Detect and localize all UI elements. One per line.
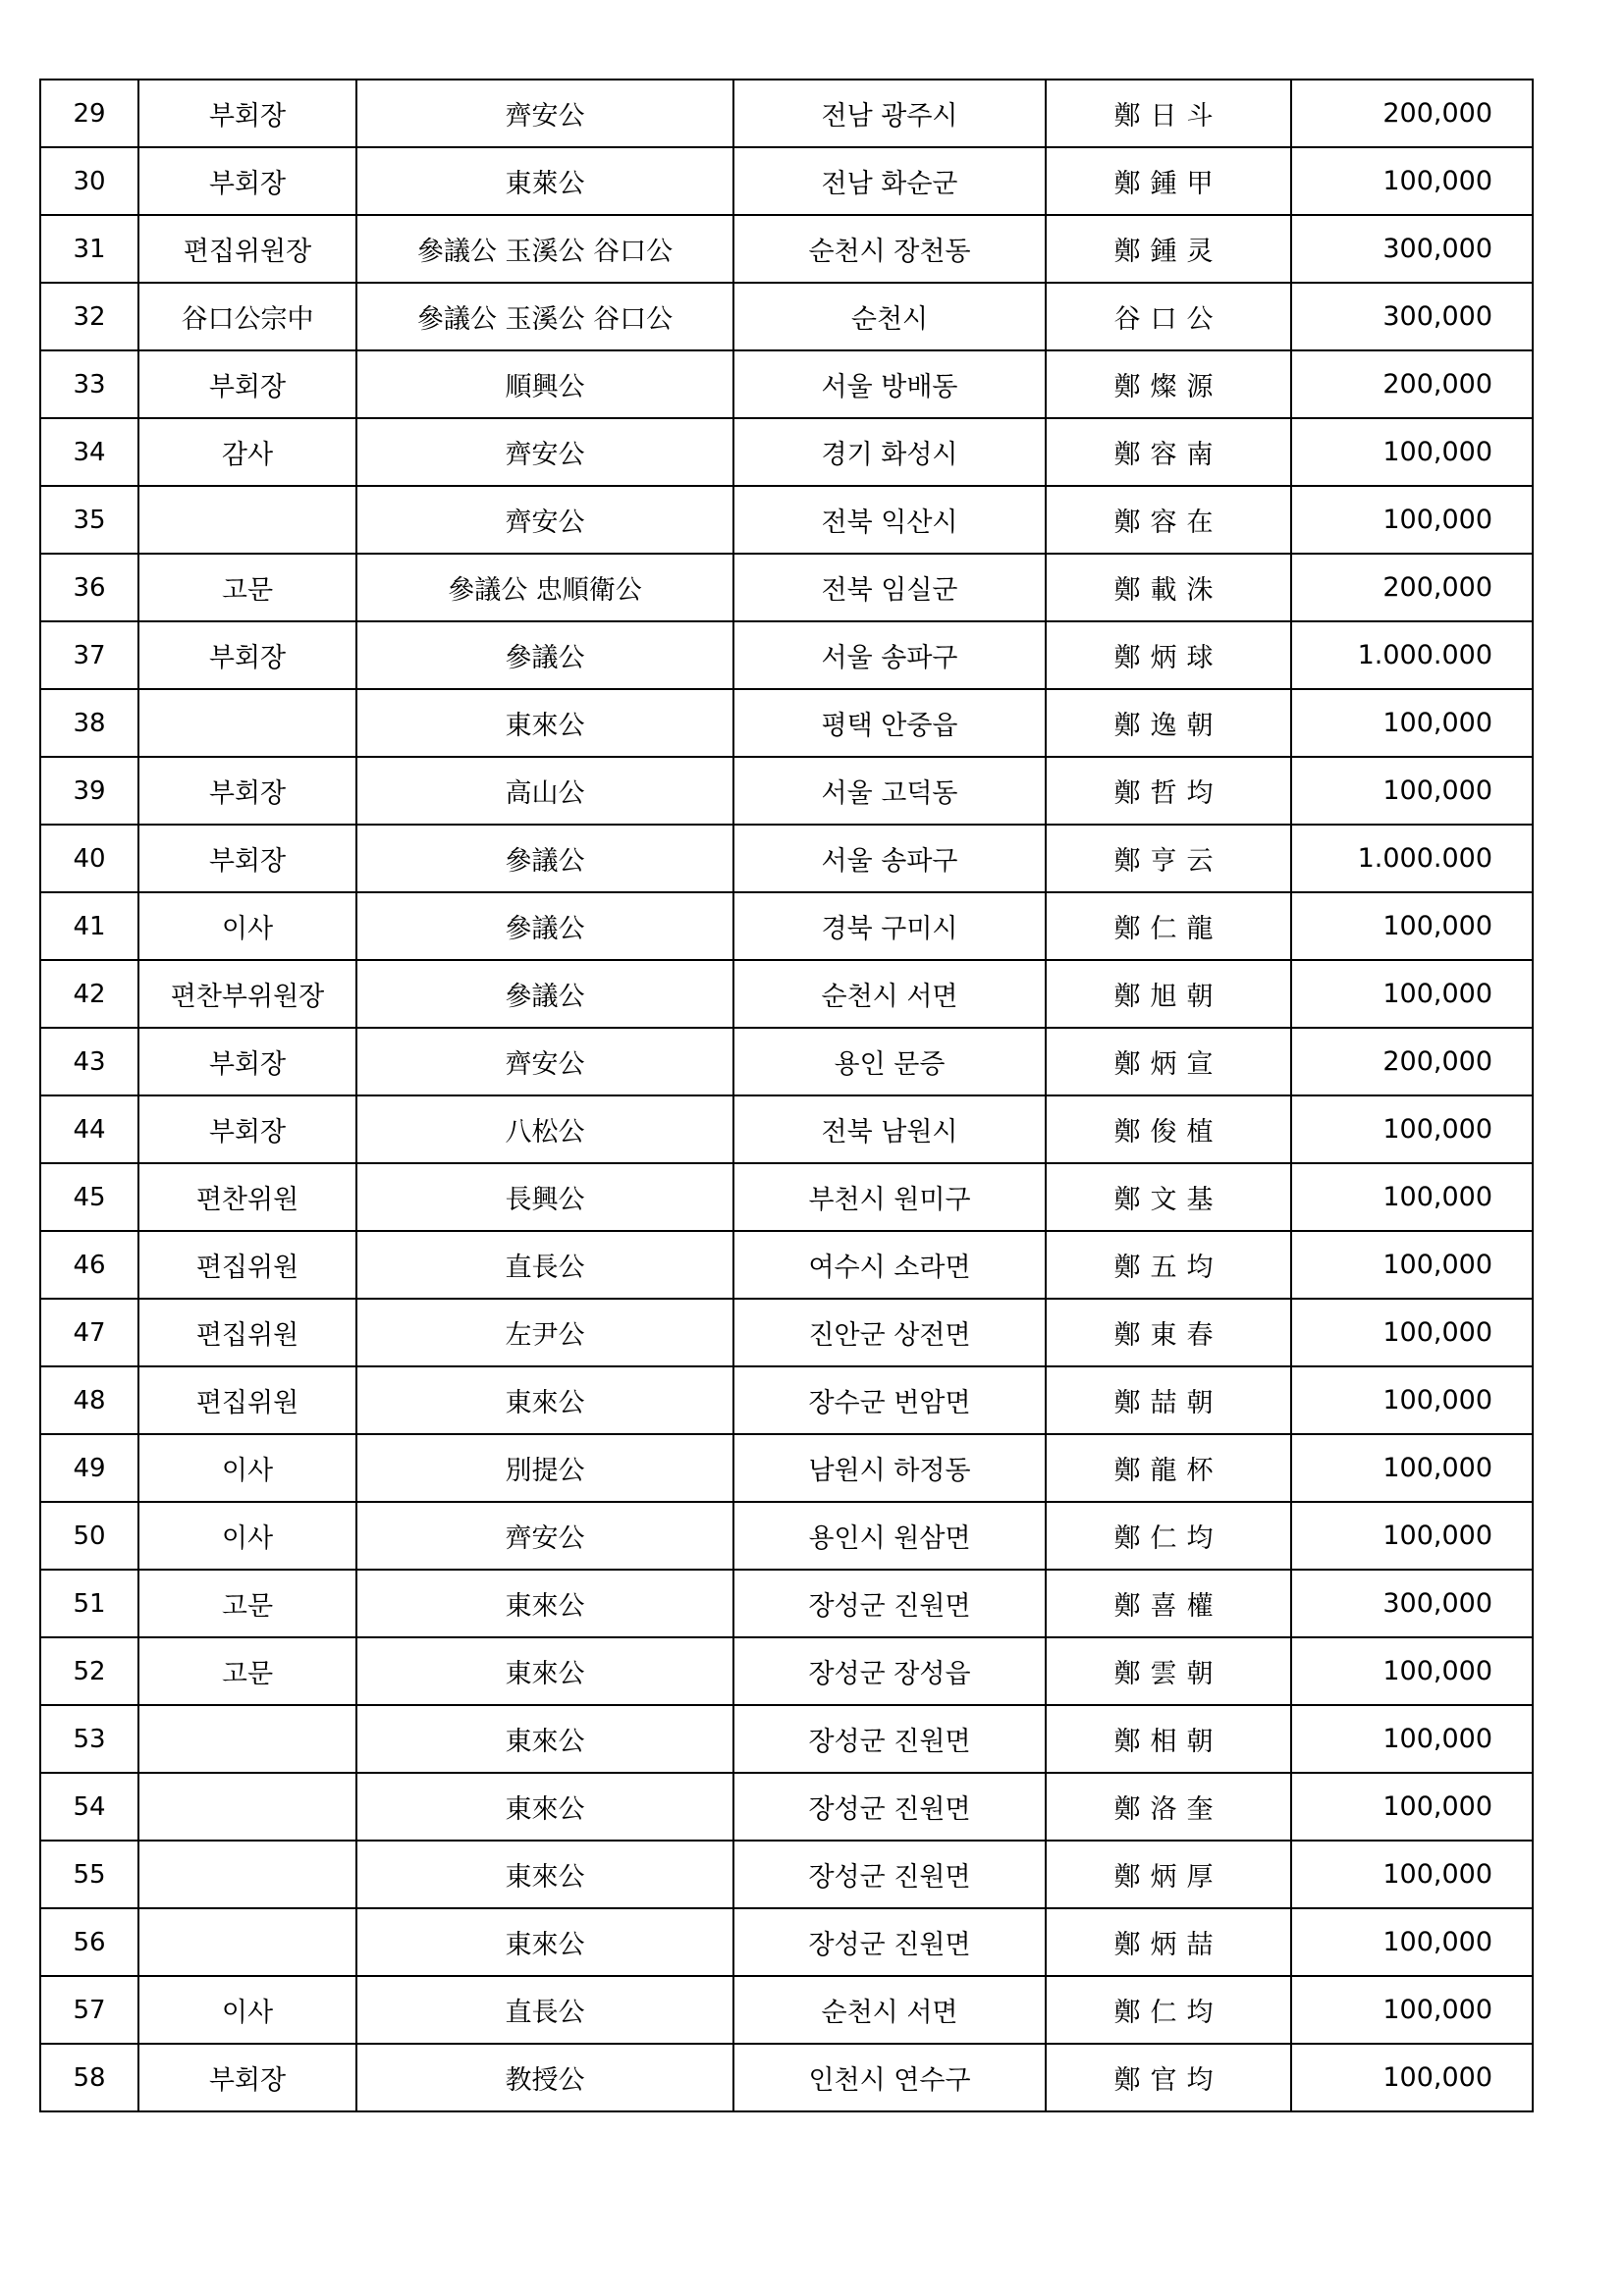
position-title: 감사 [138,418,356,486]
address: 장성군 진원면 [733,1705,1046,1773]
donation-amount: 100,000 [1291,1163,1533,1231]
donor-table-body [40,80,1533,2111]
clan-branch: 東來公 [356,1841,733,1908]
clan-branch: 東來公 [356,1908,733,1976]
row-number: 42 [40,960,138,1028]
donor-name: 鄭俊植 [1046,1095,1291,1163]
clan-branch: 左尹公 [356,1299,733,1366]
row-number: 46 [40,1231,138,1299]
donor-table [39,79,1534,2112]
position-title: 편집위원 [138,1299,356,1366]
address: 여수시 소라면 [733,1231,1046,1299]
address: 순천시 장천동 [733,215,1046,283]
table-row [40,689,1533,757]
clan-branch: 八松公 [356,1095,733,1163]
position-title: 고문 [138,1637,356,1705]
row-number: 32 [40,283,138,350]
address: 전북 임실군 [733,554,1046,621]
clan-branch: 高山公 [356,757,733,825]
address: 전남 광주시 [733,80,1046,147]
donation-amount: 200,000 [1291,350,1533,418]
row-number: 51 [40,1570,138,1637]
table-row [40,2044,1533,2111]
table-row [40,554,1533,621]
donation-amount: 100,000 [1291,1299,1533,1366]
clan-branch: 東來公 [356,1773,733,1841]
table-row [40,1705,1533,1773]
position-title: 부회장 [138,350,356,418]
clan-branch: 參議公 [356,621,733,689]
row-number: 50 [40,1502,138,1570]
donor-name: 鄭仁均 [1046,1502,1291,1570]
donor-name: 鄭日斗 [1046,80,1291,147]
row-number: 47 [40,1299,138,1366]
address: 진안군 상전면 [733,1299,1046,1366]
donation-amount: 100,000 [1291,689,1533,757]
donation-amount: 100,000 [1291,1502,1533,1570]
row-number: 29 [40,80,138,147]
address: 전북 남원시 [733,1095,1046,1163]
position-title: 부회장 [138,147,356,215]
address: 인천시 연수구 [733,2044,1046,2111]
clan-branch: 參議公 [356,960,733,1028]
donor-name: 鄭仁龍 [1046,892,1291,960]
row-number: 43 [40,1028,138,1095]
row-number: 37 [40,621,138,689]
clan-branch: 參議公 玉溪公 谷口公 [356,283,733,350]
row-number: 49 [40,1434,138,1502]
table-row [40,350,1533,418]
address: 남원시 하정동 [733,1434,1046,1502]
donor-name: 鄭亨云 [1046,825,1291,892]
table-row [40,1570,1533,1637]
address: 부천시 원미구 [733,1163,1046,1231]
position-title [138,486,356,554]
donation-ledger-page [39,79,1532,2112]
table-row [40,621,1533,689]
address: 서울 송파구 [733,621,1046,689]
table-row [40,1163,1533,1231]
donor-name: 鄭載洙 [1046,554,1291,621]
row-number: 39 [40,757,138,825]
clan-branch: 東來公 [356,1637,733,1705]
donor-name: 谷口公 [1046,283,1291,350]
donation-amount: 200,000 [1291,554,1533,621]
position-title [138,1705,356,1773]
address: 용인 문증 [733,1028,1046,1095]
donation-amount: 100,000 [1291,1434,1533,1502]
donation-amount: 300,000 [1291,1570,1533,1637]
address: 장성군 진원면 [733,1841,1046,1908]
table-row [40,757,1533,825]
donor-name: 鄭炳喆 [1046,1908,1291,1976]
donor-name: 鄭哲均 [1046,757,1291,825]
donation-amount: 100,000 [1291,1637,1533,1705]
address: 장성군 장성읍 [733,1637,1046,1705]
row-number: 54 [40,1773,138,1841]
clan-branch: 參議公 忠順衛公 [356,554,733,621]
donor-name: 鄭逸朝 [1046,689,1291,757]
donation-amount: 100,000 [1291,147,1533,215]
clan-branch: 齊安公 [356,1028,733,1095]
donation-amount: 100,000 [1291,1841,1533,1908]
donor-name: 鄭鍾甲 [1046,147,1291,215]
row-number: 53 [40,1705,138,1773]
position-title: 부회장 [138,1095,356,1163]
position-title: 이사 [138,1502,356,1570]
position-title: 이사 [138,892,356,960]
position-title: 부회장 [138,80,356,147]
donation-amount: 100,000 [1291,1095,1533,1163]
donor-name: 鄭炳球 [1046,621,1291,689]
donation-amount: 300,000 [1291,215,1533,283]
position-title: 고문 [138,554,356,621]
donation-amount: 200,000 [1291,80,1533,147]
donor-name: 鄭相朝 [1046,1705,1291,1773]
donation-amount: 200,000 [1291,1028,1533,1095]
clan-branch: 參議公 玉溪公 谷口公 [356,215,733,283]
row-number: 33 [40,350,138,418]
donor-name: 鄭炳宣 [1046,1028,1291,1095]
position-title [138,1841,356,1908]
table-row [40,418,1533,486]
address: 평택 안중읍 [733,689,1046,757]
position-title [138,689,356,757]
row-number: 58 [40,2044,138,2111]
clan-branch: 齊安公 [356,486,733,554]
clan-branch: 順興公 [356,350,733,418]
table-row [40,892,1533,960]
donor-name: 鄭雲朝 [1046,1637,1291,1705]
donation-amount: 100,000 [1291,1366,1533,1434]
donor-name: 鄭容在 [1046,486,1291,554]
clan-branch: 直長公 [356,1231,733,1299]
donor-name: 鄭容南 [1046,418,1291,486]
donor-name: 鄭喜權 [1046,1570,1291,1637]
clan-branch: 東萊公 [356,147,733,215]
table-row [40,1976,1533,2044]
address: 순천시 서면 [733,1976,1046,2044]
donation-amount: 100,000 [1291,1231,1533,1299]
table-row [40,80,1533,147]
table-row [40,825,1533,892]
row-number: 56 [40,1908,138,1976]
table-row [40,1434,1533,1502]
position-title [138,1908,356,1976]
position-title: 편찬위원 [138,1163,356,1231]
row-number: 34 [40,418,138,486]
row-number: 55 [40,1841,138,1908]
donor-name: 鄭仁均 [1046,1976,1291,2044]
address: 장성군 진원면 [733,1773,1046,1841]
donor-name: 鄭旭朝 [1046,960,1291,1028]
position-title: 이사 [138,1434,356,1502]
address: 장성군 진원면 [733,1570,1046,1637]
row-number: 31 [40,215,138,283]
donation-amount: 100,000 [1291,892,1533,960]
table-row [40,1028,1533,1095]
donor-name: 鄭洛奎 [1046,1773,1291,1841]
position-title: 편집위원 [138,1231,356,1299]
donor-name: 鄭東春 [1046,1299,1291,1366]
position-title [138,1773,356,1841]
address: 서울 고덕동 [733,757,1046,825]
row-number: 48 [40,1366,138,1434]
row-number: 45 [40,1163,138,1231]
donor-name: 鄭龍杯 [1046,1434,1291,1502]
donor-name: 鄭炳厚 [1046,1841,1291,1908]
address: 서울 송파구 [733,825,1046,892]
clan-branch: 東來公 [356,1570,733,1637]
table-row [40,1366,1533,1434]
position-title: 편집위원장 [138,215,356,283]
donation-amount: 100,000 [1291,1976,1533,2044]
clan-branch: 齊安公 [356,418,733,486]
clan-branch: 參議公 [356,825,733,892]
clan-branch: 東來公 [356,689,733,757]
donation-amount: 100,000 [1291,2044,1533,2111]
position-title: 부회장 [138,757,356,825]
table-row [40,1502,1533,1570]
donation-amount: 100,000 [1291,757,1533,825]
row-number: 44 [40,1095,138,1163]
address: 경기 화성시 [733,418,1046,486]
address: 서울 방배동 [733,350,1046,418]
donation-amount: 100,000 [1291,1773,1533,1841]
position-title: 부회장 [138,825,356,892]
donation-amount: 1.000.000 [1291,825,1533,892]
address: 순천시 서면 [733,960,1046,1028]
position-title: 편찬부위원장 [138,960,356,1028]
clan-branch: 齊安公 [356,80,733,147]
table-row [40,486,1533,554]
table-row [40,1637,1533,1705]
row-number: 40 [40,825,138,892]
table-row [40,1095,1533,1163]
donor-name: 鄭燦源 [1046,350,1291,418]
clan-branch: 參議公 [356,892,733,960]
donation-amount: 100,000 [1291,486,1533,554]
row-number: 57 [40,1976,138,2044]
clan-branch: 直長公 [356,1976,733,2044]
address: 경북 구미시 [733,892,1046,960]
donor-name: 鄭文基 [1046,1163,1291,1231]
position-title: 이사 [138,1976,356,2044]
address: 용인시 원삼면 [733,1502,1046,1570]
donor-name: 鄭鍾灵 [1046,215,1291,283]
clan-branch: 長興公 [356,1163,733,1231]
address: 장성군 진원면 [733,1908,1046,1976]
donation-amount: 100,000 [1291,1908,1533,1976]
table-row [40,1231,1533,1299]
table-row [40,1841,1533,1908]
donation-amount: 100,000 [1291,418,1533,486]
address: 장수군 번암면 [733,1366,1046,1434]
clan-branch: 齊安公 [356,1502,733,1570]
table-row [40,1299,1533,1366]
clan-branch: 東來公 [356,1366,733,1434]
donor-name: 鄭五均 [1046,1231,1291,1299]
donation-amount: 100,000 [1291,960,1533,1028]
position-title: 편집위원 [138,1366,356,1434]
table-row [40,147,1533,215]
table-row [40,1908,1533,1976]
address: 전남 화순군 [733,147,1046,215]
position-title: 부회장 [138,621,356,689]
address: 순천시 [733,283,1046,350]
table-row [40,215,1533,283]
row-number: 36 [40,554,138,621]
row-number: 52 [40,1637,138,1705]
donor-name: 鄭官均 [1046,2044,1291,2111]
position-title: 고문 [138,1570,356,1637]
position-title: 부회장 [138,1028,356,1095]
row-number: 41 [40,892,138,960]
table-row [40,960,1533,1028]
row-number: 30 [40,147,138,215]
donor-name: 鄭喆朝 [1046,1366,1291,1434]
donation-amount: 1.000.000 [1291,621,1533,689]
position-title: 谷口公宗中 [138,283,356,350]
position-title: 부회장 [138,2044,356,2111]
donation-amount: 300,000 [1291,283,1533,350]
clan-branch: 教授公 [356,2044,733,2111]
donation-amount: 100,000 [1291,1705,1533,1773]
clan-branch: 東來公 [356,1705,733,1773]
row-number: 35 [40,486,138,554]
table-row [40,283,1533,350]
clan-branch: 別提公 [356,1434,733,1502]
table-row [40,1773,1533,1841]
address: 전북 익산시 [733,486,1046,554]
row-number: 38 [40,689,138,757]
